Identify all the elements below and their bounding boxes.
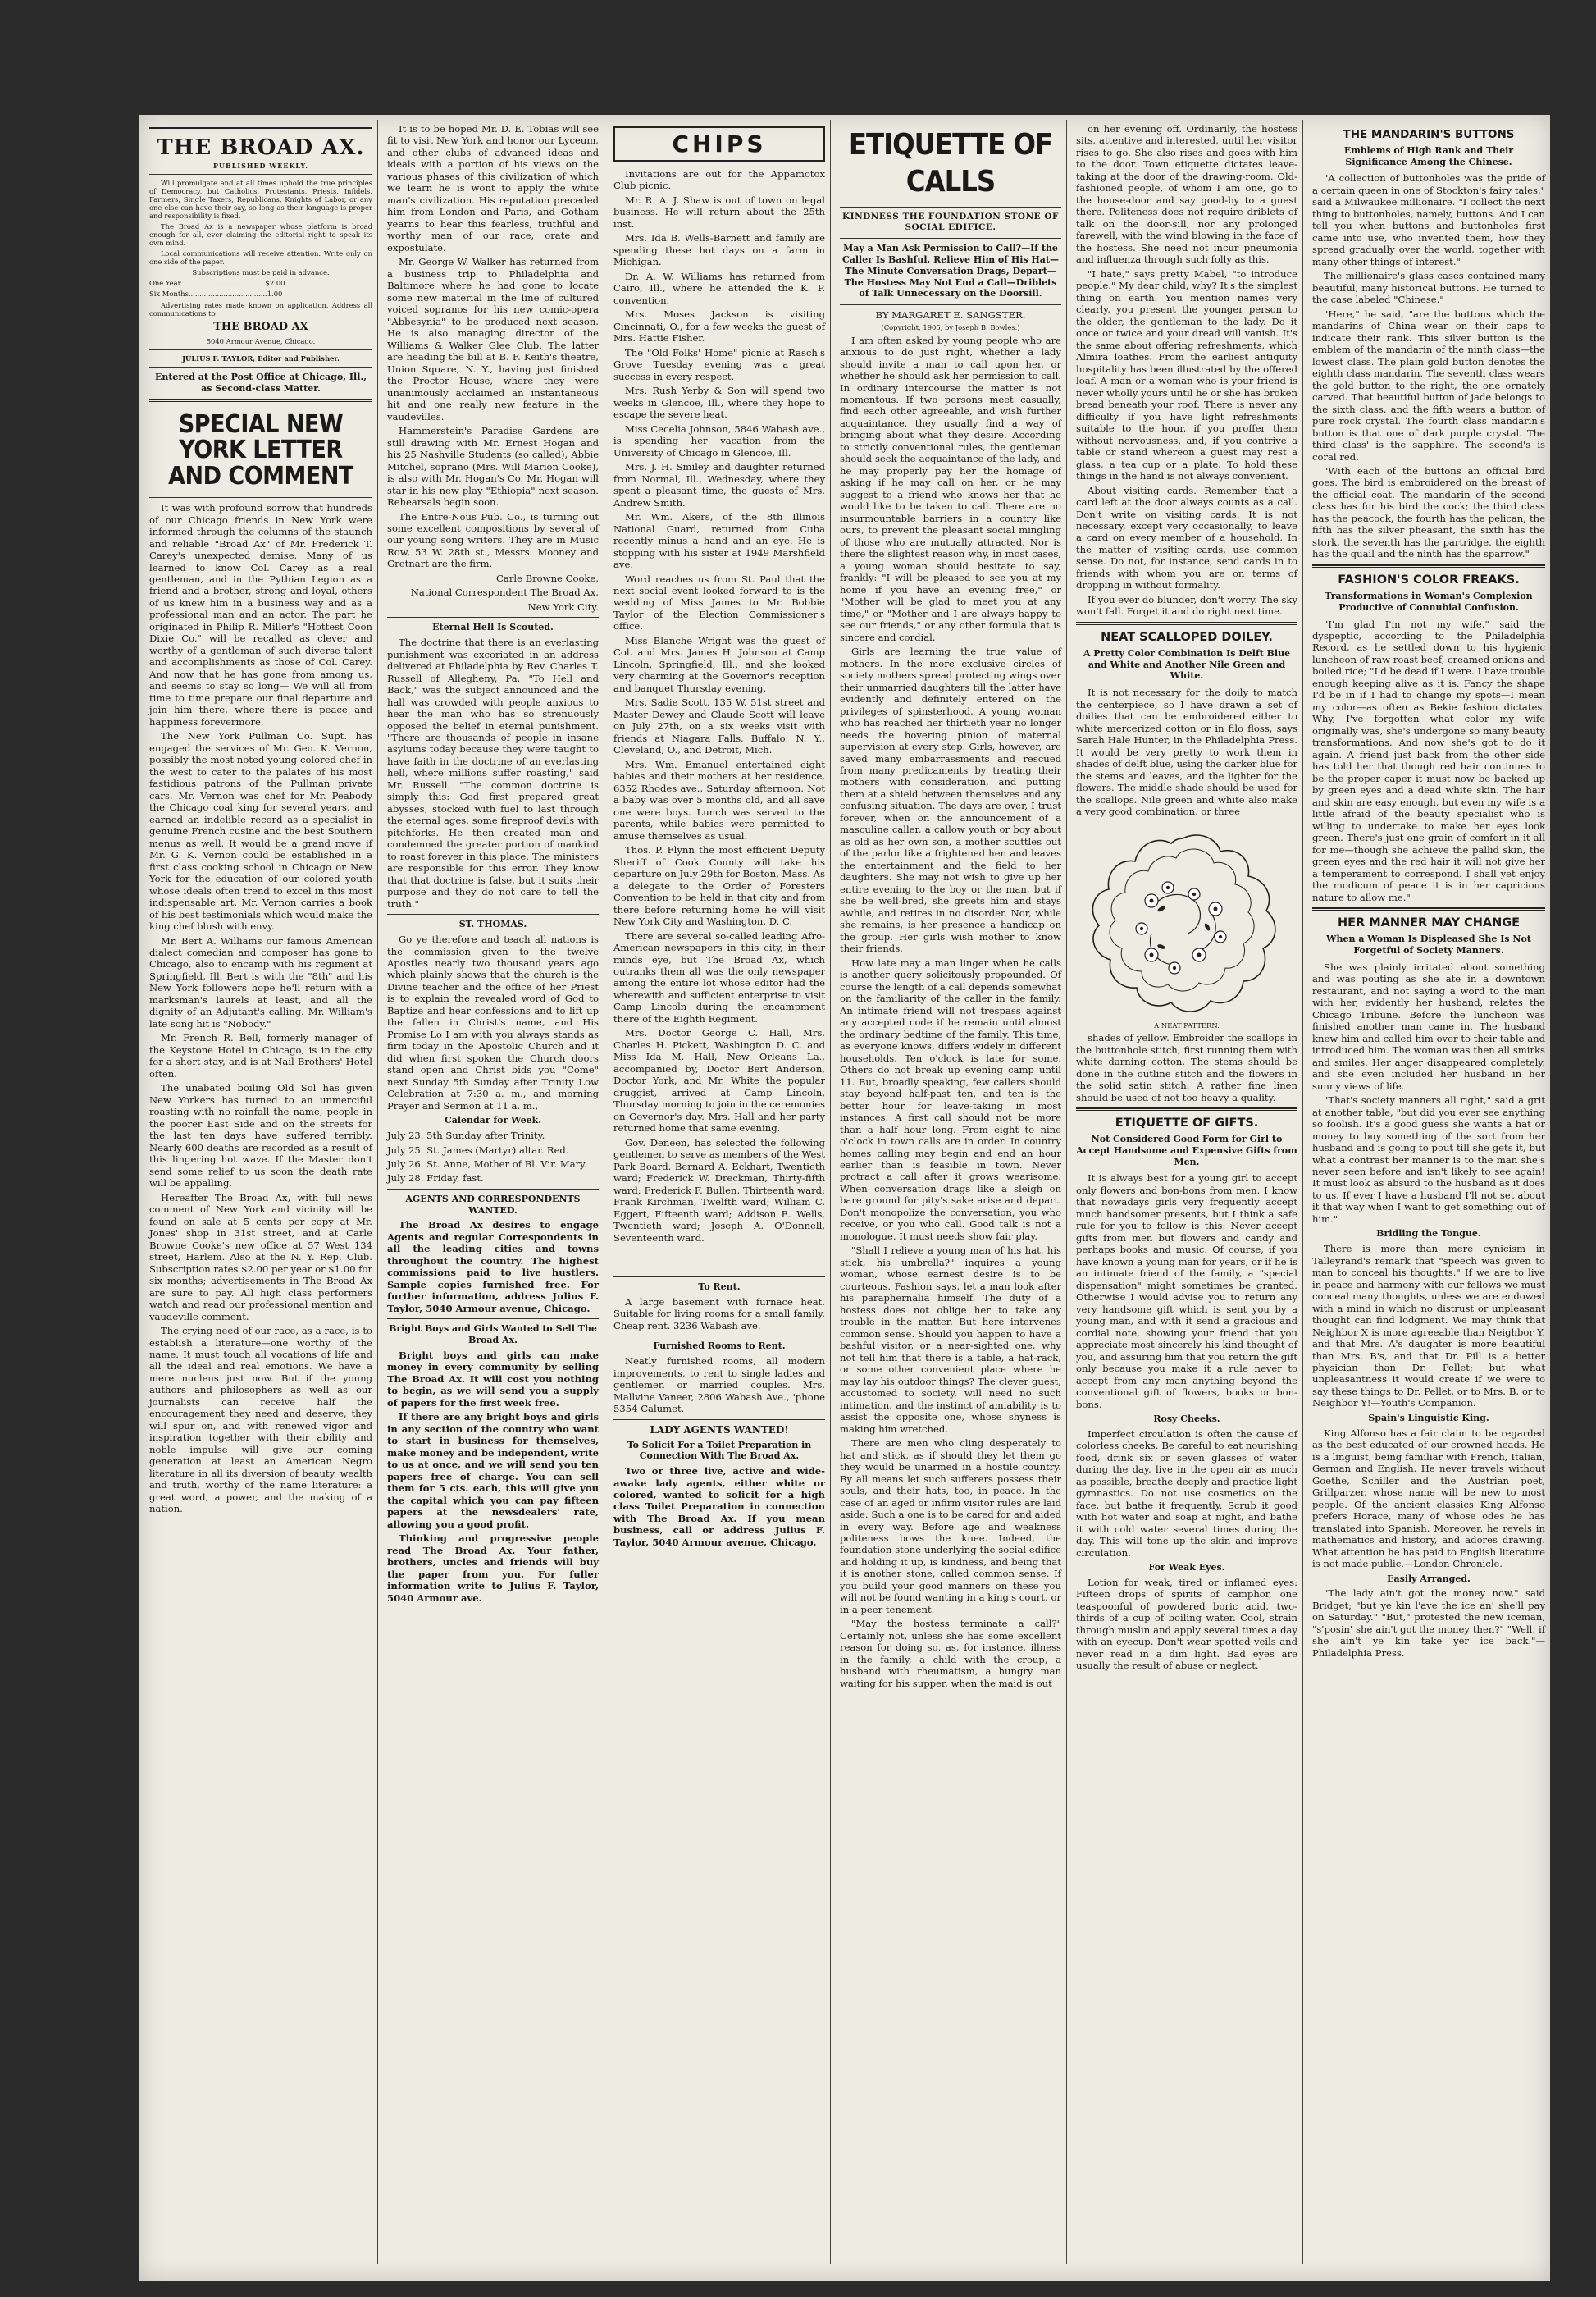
section-subheading: A Pretty Color Combination Is Delft Blue and White and Another Nile Green and White. xyxy=(1083,647,1291,682)
column-6 xyxy=(1307,123,1550,2264)
signature-line: New York City. xyxy=(527,601,599,613)
byline: BY MARGARET E. SANGSTER. xyxy=(875,309,1026,321)
section-heading: Furnished Rooms to Rent. xyxy=(653,1340,786,1352)
article-paragraph: Mr. Bert A. Williams our famous American dialect comedian and composer has gone to Chicago, also to encamp with his regiment at Springfield, Ill. Bert is with the "8th" and his New York followers hope he'll return with a marksman's laurels at least, and all the dignity of an Adjutant's calling. Mr. William's late song hit is "Nobody." xyxy=(149,934,372,1030)
newspaper-page xyxy=(139,115,1550,2281)
section-heading: ST. THOMAS. xyxy=(458,919,527,930)
section-heading: NEAT SCALLOPED DOILEY. xyxy=(1101,630,1273,644)
article-paragraph: "The lady ain't got the money now," said Bridget; "but ye kin l'ave the ice an' she'll pay on Saturday." "But," protested the new iceman, "s'posin' she ain't got the money then?" "Well, if she ain't ye kin take yer ice back."—Philadelphia Press. xyxy=(1312,1587,1545,1659)
doily-pattern-illustration xyxy=(1076,827,1289,1016)
section-heading: LADY AGENTS WANTED! xyxy=(650,1423,789,1436)
article-paragraph: "I'm glad I'm not my wife," said the dyspeptic, according to the Philadelphia Record, as he settled down to his hygienic luncheon of raw roast beef, creamed onions and boiled rice; "I'd be dead if I were. I have trouble enough keeping alive as it is. Fancy the shape I'd be in if I had to change my spots—I mean my color—as often as Bekie fashion dictates. Why, I've forgotten what color my wife originally was, she's undergone so many beauty transformations. And now she's got to do it again. A friend just back from the other side has told her that though red hair continues to be the proper caper it must now be backed up by green eyes and a dead white skin. The hair and skin are easy enough, but even my wife is a little afraid of the beauty specialist who is willing to undertake to make her eyes look green. There's just one grain of comfort in it all for me—though she achieve the pallid skin, the green eyes and the red hair it will not give her a temperament to correspond. I shall yet enjoy the modicum of peace it is in her capricious nature to allow me." xyxy=(1312,618,1545,903)
copyright: (Copyright, 1905, by Joseph B. Bowles.) xyxy=(881,323,1020,332)
section-heading: Eternal Hell Is Scouted. xyxy=(432,622,554,633)
article-paragraph: It is not necessary for the doily to match the centerpiece, so I have drawn a set of doilies that can be embroidered either to white mercerized cotton or in filo floss, says Sarah Hale Hunter, in the Philadelphia Press. It would be very pretty to work them in shades of delft blue, using the darker blue for the stems and leaves, and the lighter for the flowers. The middle shade should be used for the scallops. Nile green and white also make a very good combination, or three xyxy=(1076,687,1297,818)
chips-item: Mrs. Ida B. Wells-Barnett and family are spending these hot days on a farm in Michigan. xyxy=(613,232,825,268)
article-paragraph: "With each of the buttons an official bird goes. The bird is embroidered on the breast of the official coat. The mandarin of the second class has for his bird the cock; the third class has the peacock, the fourth has the pelican, the fifth has the silver pheasant, the sixth has the stork, the seventh has the partridge, the eighth has the quail and the ninth has the sparrow." xyxy=(1312,465,1545,560)
address-line: 5040 Armour Avenue, Chicago. xyxy=(206,336,316,345)
masthead-policy: The Broad Ax is a newspaper whose platform is broad enough for all, ever claiming the editorial right to speak its own mind. xyxy=(149,221,372,248)
column-3 xyxy=(609,123,830,2264)
section-heading: Spain's Linguistic King. xyxy=(1368,1412,1489,1423)
chips-item: Mr. Wm. Akers, of the 8th Illinois National Guard, returned from Cuba recently minus a hand and an eye. He is stopping with his sister at 1949 Marshfield ave. xyxy=(613,511,825,571)
calendar-entry: July 25. St. James (Martyr) altar. Red. xyxy=(387,1144,569,1156)
section-heading: AGENTS AND CORRESPONDENTS WANTED. xyxy=(405,1193,581,1216)
article-paragraph: The crying need of our race, as a race, is to establish a literature—one worthy of the name. It must touch all vocations of life and all the ideal and real emotions. We have a mere nucleus just now. But if the young authors and philosophers as well as our journalists can receive half the encouragement they need and deserve, they will spur on, and with renewed vigor and inspiration together with their ability and noble impulse will give our coming generation at least an American Negro literature in all its diversion of beauty, wealth and truth, worthy of the name literature: a great word, a power, and the making of a nation. xyxy=(149,1325,372,1515)
section-heading: THE MANDARIN'S BUTTONS xyxy=(1343,128,1515,141)
chips-item: Dr. A. W. Williams has returned from Cairo, Ill., where he attended the K. P. convention. xyxy=(613,270,825,306)
article-paragraph: Mr. French R. Bell, formerly manager of the Keystone Hotel in Chicago, is in the city for a short stay, and is at Nail Brothers' Hotel often. xyxy=(149,1032,372,1080)
article-paragraph: Bright boys and girls can make money in every community by selling The Broad Ax. It will cost you nothing to begin, as we will send you a supply of papers for the first week free. xyxy=(387,1349,599,1409)
section-subheading: Not Considered Good Form for Girl to Accept Handsome and Expensive Gifts from Men. xyxy=(1076,1134,1297,1167)
chips-item: Mrs. Moses Jackson is visiting Cincinnati, O., for a few weeks the guest of Mrs. Hattie Fisher. xyxy=(613,308,825,345)
article-paragraph: The Entre-Nous Pub. Co., is turning out some excellent compositions by several of our young song writers. They are in Music Row, 53 W. 28th st., Messrs. Mooney and Gretnart are the firm. xyxy=(387,510,599,570)
headline-ny-letter: SPECIAL NEW YORK LETTER AND COMMENT xyxy=(168,409,353,491)
section-heading: FASHION'S COLOR FREAKS. xyxy=(1338,573,1520,587)
chips-item: Mr. R. A. J. Shaw is out of town on legal business. He will return about the 25th inst. xyxy=(613,194,825,230)
article-paragraph: Thinking and progressive people read The Broad Ax. Your father, brothers, uncles and friends will buy the paper from you. For fuller information write to Julius F. Taylor, 5040 Armour ave. xyxy=(387,1532,599,1604)
ad-text: A large basement with furnace heat. Suitable for living rooms for a small family. Cheap rent. 3236 Wabash ave. xyxy=(613,1295,825,1331)
article-paragraph: "That's society manners all right," said a grit at another table, "but did you ever see anything so foolish. It's a good guess she wants a hat or money to buy something of the sort from her husband and is going to pout till she gets it, but what a contrast her manner is to the man she's never seen before and isn't likely to see again! It must look as absurd to the husband as it does to us. If ever I have a husband I'll not set about it that way when I want to get something out of him." xyxy=(1312,1094,1545,1225)
section-heading: HER MANNER MAY CHANGE xyxy=(1337,916,1521,930)
article-paragraph: If there are any bright boys and girls in any section of the country who want to start in business for themselves, make money and be independent, write to us at once, and we will send you ten papers free of charge. You can sell them for 5 cts. each, this will give you the capital which you can pay fifteen papers at the newsdealers' rate, allowing you a good profit. xyxy=(387,1411,599,1530)
etiquette-sub: KINDNESS THE FOUNDATION STONE OF SOCIAL EDIFICE. xyxy=(842,212,1059,233)
article-paragraph: Girls are learning the true value of mothers. In the more exclusive circles of society mothers spread protecting wings over their unmarried daughters till the latter have evidently and definitely entered on the privileges of spinsterhood. A young woman who has reached her thirtieth year no longer needs the hovering pinion of maternal supervision at every step. Girls, however, are saved many embarrassments and rescued from many predicaments by treating their mothers with consideration, and putting them at a shield between themselves and any confusing situation. The days are over, I trust forever, when on the announcement of a masculine caller, a callow youth or boy about as old as her own son, a mother scuttles out of the parlor like a frightened hen and leaves the entertainment and the field to her daughters. She may not wish to give up her entire evening to the boy or the man, but if she be well-bred, she greets him and stays awhile, and retires in no disorder. Nor, while she remains, is her presence a handicap on the group. Her girls wish mother to know their friends. xyxy=(840,646,1061,955)
chips-item: Thos. P. Flynn the most efficient Deputy Sheriff of Cook County will take his departure on July 29th for Boston, Mass. As a delegate to the Order of Foresters Convention to be held in that city and from there before returning home he will visit New York City and Washington, D. C. xyxy=(613,844,825,928)
rate-row: Six Months....................................1.00 xyxy=(149,290,283,299)
section-heading: To Rent. xyxy=(698,1281,741,1293)
masthead-communications: Local communications will receive attention. Write only on one side of the paper. xyxy=(149,249,372,267)
etiquette-dek: May a Man Ask Permission to Call?—If the Caller Is Bashful, Relieve Him of His Hat—The Minute Conversation Drags, Depart—The Hostess May Not End a Call—Driblets of Talk Unnecessary on the Doorsill. xyxy=(841,243,1060,299)
figure-caption: A NEAT PATTERN. xyxy=(1154,1021,1220,1030)
chips-item: Miss Blanche Wright was the guest of Col. and Mrs. James H. Johnson at Camp Lincoln, Springfield, Ill., and she looked very charming at the Governor's reception and banquet Thursday evening. xyxy=(613,634,825,694)
signature-line: Carle Browne Cooke, xyxy=(496,572,599,584)
calendar-entry: July 23. 5th Sunday after Trinity. xyxy=(387,1130,545,1142)
column-rule xyxy=(377,120,378,2264)
article-paragraph: There are men who cling desperately to hat and stick, as if should they let them go they would be unarmed in a hostile country. By all means let such sufferers possess their souls, and their hats, too, in peace. In the case of an aged or infirm visitor rules are laid aside. Such a one is to be cared for and aided in every way. Before age and weakness politeness bows the knee. Indeed, the foundation stone underlying the social edifice and holding it up, is kindness, and being that it is another stone, called common sense. If you build your good manners on these you will not be found wanting in a king's court, or in a peer tenement. xyxy=(840,1437,1061,1615)
article-paragraph: It is always best for a young girl to accept only flowers and bon-bons from men. I know that nowadays girls very frequently accept much handsomer presents, but I think a safe rule for you to follow is this: Never accept gifts from men but flowers and candy and perhaps books and music. Of course, if you have known a young man for years, or if he is an intimate friend of the family, a "special dispensation" might sometimes be granted. Otherwise I would advise you to return any very handsome gift which is sent you by a young man, and with it send a gracious and cordial note, showing your friend that you appreciate most sincerely his kind thought of you, and assuring him that you return the gift only because you make it a rule never to accept from any man anything beyond the conventional gift of flowers, books or bon-bons. xyxy=(1076,1172,1297,1410)
entered-notice: Entered at the Post Office at Chicago, Ill., as Second-class Matter. xyxy=(154,372,367,394)
section-subheading: Transformations in Woman's Complexion Productive of Connubial Confusion. xyxy=(1325,591,1533,613)
article-paragraph: Mr. George W. Walker has returned from a business trip to Philadelphia and Baltimore where he had gone to locate some new material in the line of cultured voiced sopranos for his new comic-opera "Abbesynia" to be produced next season. He is also managing director of the Williams & Walker Glee Club. The latter are heading the bill at B. F. Keith's theatre, Union Square, N. Y., having just finished the Proctor House, where they were unanimously acclaimed an instantaneous hit and one really new feature in the vaudevilles. xyxy=(387,256,599,422)
article-paragraph: She was plainly irritated about something and was pouting as she ate in a downtown restaurant, and not saying a word to the man with her, evidently her husband, relates the Chicago Tribune. Before the luncheon was finished another man came in. The husband knew him and called him over to their table and introduced him. The woman was then all smirks and smiles. Her anger disappeared completely, and she even included her husband in her sunny views of life. xyxy=(1312,961,1545,1092)
article-paragraph: If you ever do blunder, don't worry. The sky won't fall. Forget it and do right next time. xyxy=(1076,593,1297,618)
publisher-line: JULIUS F. TAYLOR, Editor and Publisher. xyxy=(182,354,340,363)
ad-text: Two or three live, active and wide-awake lady agents, either white or colored, wanted to solicit for a high class Toilet Preparation in connection with The Broad Ax. If you mean business, call or address Julius F. Taylor, 5040 Armour avenue, Chicago. xyxy=(613,1465,825,1548)
article-paragraph: Lotion for weak, tired or inflamed eyes: Fifteen drops of spirits of camphor, one teaspoonful of powdered boric acid, two-thirds of a cup of boiling water. Cool, strain through muslin and apply several times a day with an eyecup. Don't wear spotted veils and never read in a dim light. Bad eyes are usually the result of abuse or neglect. xyxy=(1076,1576,1297,1672)
section-heading: Easily Arranged. xyxy=(1387,1573,1471,1584)
chips-item: There are several so-called leading Afro-American newspapers in this city, in their minds eye, but The Broad Ax, which outranks them all was the only newspaper among the entire lot whose editor had the wherewith and sufficient enterprise to visit Camp Lincoln during the encampment there of the Eighth Regiment. xyxy=(613,929,825,1025)
article-paragraph: "May the hostess terminate a call?" Certainly not, unless she has some excellent reason for doing so, as, for instance, illness in the family, a child with the croup, a husband with rheumatism, a hungry man waiting for his supper, when the maid is out xyxy=(840,1618,1061,1689)
article-paragraph: About visiting cards. Remember that a card left at the door always counts as a call. Don't write on visiting cards. It is not necessary, except very occasionally, to leave a card on every member of a household. In the matter of visiting cards, use common sense. Do not, for instance, send cards in to friends with whom you are on terms of dropping in without formality. xyxy=(1076,484,1297,591)
section-heading: Rosy Cheeks. xyxy=(1153,1413,1220,1425)
section-heading: ETIQUETTE OF GIFTS. xyxy=(1115,1117,1259,1130)
article-paragraph: How late may a man linger when he calls is another query solicitously propounded. Of course the length of a call depends somewhat on the familiarity of the caller in the family. An intimate friend will not trespass against any accepted code if he remain until almost the ordinary bedtime of the family. This time, as everyone knows, differs widely in different households. Ten o'clock is late for some. Others do not break up evening camp until 11. But, broadly speaking, few callers should stay beyond half-past ten, and ten is the better hour for leave-taking in most instances. A first call should not be more than a half hour long. From eight to nine o'clock in town calls are in order. In country homes calling may begin and end an hour earlier than is feasible in town. Never protract a call after it grows wearisome. When conversation drags like a sleigh on bare ground for pity's sake arise and depart. Don't monopolize the conversation, you who receive, or you who call. Good talk is not a monologue. It must needs show fair play. xyxy=(840,957,1061,1242)
article-paragraph: on her evening off. Ordinarily, the hostess sits, attentive and interested, until her visitor rises to go. She also rises and goes with him to the door. Town etiquette dictates leave-taking at the door of the drawing-room. Old-fashioned people, of whom I am one, go to the house-door and say good-by to a guest there. Politeness does not require driblets of talk on the door-sill, nor any prolonged farewell, with the wind blowing in the face of the hostess. She need not incur pneumonia and influenza through such folly as this. xyxy=(1076,123,1297,266)
column-2 xyxy=(382,123,604,2264)
section-subheading: To Solicit For a Toilet Preparation in Connection With The Broad Ax. xyxy=(627,1439,812,1462)
section-heading: Calendar for Week. xyxy=(444,1115,542,1126)
chips-item: The "Old Folks' Home" picnic at Rasch's Grove Tuesday evening was a great success in every respect. xyxy=(613,346,825,382)
article-paragraph: There is more than mere cynicism in Talleyrand's remark that "speech was given to man to conceal his thoughts." If we are to live in peace and harmony with our fellows we must conceal many thoughts, unless we are endowed with a mind in which no distrust or unpleasant thought can find lodgment. We may think that Neighbor X is more agreeable than Neighbor Y, and that Mrs. A's daughter is more beautiful than Mrs. B's, and that Dr. Pill is a better physician than Dr. Pellet; but what unpleasantness it would create if we were to say these things to Dr. Pellet, or to Mrs. B, or to Neighbor Y!—Youth's Companion. xyxy=(1312,1243,1545,1409)
chips-title: CHIPS xyxy=(613,126,825,162)
column-4 xyxy=(835,123,1066,2264)
masthead-rule xyxy=(149,127,372,130)
masthead-subtitle: PUBLISHED WEEKLY. xyxy=(213,161,308,170)
section-heading: Bright Boys and Girls Wanted to Sell The Broad Ax. xyxy=(389,1323,597,1346)
section-heading: Bridling the Tongue. xyxy=(1376,1228,1481,1240)
chips-item: Word reaches us from St. Paul that the next social event looked forward to is the wedding of Miss James to Mr. Bobbie Taylor of the Election Commissioner's office. xyxy=(613,573,825,632)
column-rule xyxy=(830,120,831,2264)
article-paragraph: I am often asked by young people who are anxious to do just right, whether a lady should invite a man to call upon her, or whether he should ask her permission to call. In ordinary intercourse the matter is not momentous. If two persons meet casually, find each other agreeable, and wish further acquaintance, they usually find a way of bringing about what they desire. According to strictly conventional rules, the gentleman should seek the acquaintance of the lady, and he may properly pay her the homage of asking if he may call on her, or he may suggest to a friend who knows her that he would like to be taken to call. There are no insurmountable barriers in a country like ours, to prevent the pleasant social mingling of those who are mutually attracted. Nor is there the slightest reason why, in most cases, a young woman should hesitate to say, frankly: "I will be pleased to see you at my home if you have an evening free," or "Mother will be glad to meet you at any time," or "Mother and I are always happy to see our friends," or any other formula that is sincere and cordial. xyxy=(840,334,1061,643)
calendar-entry: July 28. Friday, fast. xyxy=(387,1172,484,1185)
section-subheading: When a Woman Is Displeased She Is Not Forgetful of Society Manners. xyxy=(1326,934,1531,956)
masthead-advertising: Advertising rates made known on application. Address all communications to xyxy=(149,300,372,317)
article-paragraph: Go ye therefore and teach all nations is the commission given to the twelve Apostles nearly two thousand years ago which plainly shows that the church is the Divine teacher and the office of her Priest is to explain the revealed word of God to Baptize and hear confessions and to lift up the fallen in Christ's name, and His Promise Lo I am with you always stands as firm today in the Apostolic Church and it did when first spoken the Church doors stand open and Christ bids you "Come" next Sunday 5th Sunday after Trinity Low Celebration at 7:30 a. m., and morning Prayer and Sermon at 11 a. m., xyxy=(387,934,599,1112)
article-paragraph: "Shall I relieve a young man of his hat, his stick, his umbrella?" inquires a young woman, whose earnest desire is to be courteous. Fashion says, let a man look after his paraphernalia himself. The duty of a hostess does not oblige her to take any trouble in the matter. But here intervenes common sense. Should you happen to have a bashful visitor, or a near-sighted one, why not tell him that there is a table, a hat-rack, or some other convenient place where he may lay his outdoor things? The clever guest, accustomed to society, will need no such intimation, and the instinct of amiability is to assist the opposite one, whose shyness is making him wretched. xyxy=(840,1244,1061,1435)
column-rule xyxy=(1066,120,1067,2264)
ad-text: Neatly furnished rooms, all modern improvements, to rent to single ladies and gentlemen or married couples. Mrs. Mallvine Vaneer, 2806 Wabash Ave., 'phone 5354 Calumet. xyxy=(613,1355,825,1415)
article-paragraph: Imperfect circulation is often the cause of colorless cheeks. Be careful to eat nourishing food, drink six or seven glasses of water during the day, live in the open air as much as possible, breathe deeply and practice light gymnastics. Do not use cosmetics on the face, but bathe it frequently. Scrub it good with hot water and soap at night, and bathe it with cold water several times during the day. This will tone up the skin and improve circulation. xyxy=(1076,1427,1297,1559)
article-paragraph: It was with profound sorrow that hundreds of our Chicago friends in New York were informed through the columns of the staunch and reliable "Broad Ax" of Mr. Frederick T. Carey's unexpected demise. Many of us learned to know Col. Carey as a real gentleman, and in the Pythian Legion as a friend and a brother, strong and loyal, others of us knew him in a business way and as a professional man and an actor. The part he originated in Philip R. Miller's "Hottest Coon Dixie Co." will be recalled as clever and worthy of a gentleman of such diverse talent and accomplishments as those of Col. Carey. And now that he has gone from among us, and seems to stay so long— We will all from time to time prepare our final departure and join him there, where there is peace and happiness forevermore. xyxy=(149,502,372,728)
chips-item: Mrs. Rush Yerby & Son will spend two weeks in Glencoe, Ill., where they hope to escape the severe heat. xyxy=(613,385,825,421)
section-subheading: Emblems of High Rank and Their Significance Among the Chinese. xyxy=(1343,144,1514,167)
chips-item: Mrs. Wm. Emanuel entertained eight babies and their mothers at her residence, 6352 Rhodes ave., Saturday afternoon. Not a baby was over 5 months old, and all save one were boys. Lunch was served to the parents, while babies were permitted to amuse themselves as usual. xyxy=(613,758,825,842)
article-paragraph: The New York Pullman Co. Supt. has engaged the services of Mr. Geo. K. Vernon, possibly the most noted young colored chef in the west to cater to the palates of his most fastidious patrons of the Pullman private cars. Mr. Vernon was chef for Mr. Peabody the Chicago coal king for several years, and earned an indelible record as a specialist in genuine French cusine and the best Southern menus as well. It would be a grand move if Mr. G. K. Vernon could be established in a first class cooking school in Chicago or New York for the education of our colored youth whose ideals often trend to excel in this most indispensable art. Mr. Vernon carries a book of his best testimonials which would make the king chef blush with envy. xyxy=(149,730,372,933)
chips-item: Mrs. J. H. Smiley and daughter returned from Normal, Ill., Wednesday, where they spent a pleasant time, the guests of Mrs. Andrew Smith. xyxy=(613,461,825,509)
article-paragraph: The unabated boiling Old Sol has given New Yorkers has turned to an unmerciful roasting with no rainfall the name, people in the poorer East Side and on the streets for the last ten days have suffered terribly. Nearly 600 deaths are recorded as a result of this lingering hot wave. If the Master don't send some relief to us soon the death rate will be appalling. xyxy=(149,1082,372,1190)
article-paragraph: The doctrine that there is an everlasting punishment was excoriated in an address delivered at Philadelphia by Rev. Charles T. Russell of Allegheny, Pa. "To Hell and Back," was the subject announced and the hall was crowded with people anxious to hear the man who has so strenuously opposed the belief in eternal punishment. "There are thousands of people in insane asylums today because they were taught to have faith in the doctrine of an everlasting hell, where millions suffer roasting," said Mr. Russell. "The common doctrine is simply this: God first prepared great abysses, stocked with fuel to last through the eternal ages, some fireproof devils with pitchforks. He then created man and condemned the greater portion of mankind to roast forever in this place. The ministers are responsible for this error. They know that that doctrine is false, but it suits their purpose and they do not care to tell the truth." xyxy=(387,637,599,910)
etiquette-title: ETIQUETTE OF CALLS xyxy=(848,128,1053,199)
column-1 xyxy=(144,123,377,2264)
column-rule xyxy=(1302,120,1303,2264)
masthead-subscriptions: Subscriptions must be paid in advance. xyxy=(192,268,330,277)
article-paragraph: The Broad Ax desires to engage Agents and regular Correspondents in all the leading cities and towns throughout the country. The highest commissions paid to live hustlers. Sample copies furnished free. For further information, address Julius F. Taylor, 5040 Armour avenue, Chicago. xyxy=(387,1219,599,1314)
chips-item: Mrs. Sadie Scott, 135 W. 51st street and Master Dewey and Claude Scott will leave on July 27th, on a six weeks visit with friends at Niagara Falls, Buffalo, N. Y., Cleveland, O., and Detroit, Mich. xyxy=(613,696,825,756)
signature-line: National Correspondent The Broad Ax, xyxy=(410,587,599,599)
article-paragraph: "A collection of buttonholes was the pride of a certain queen in one of Stockton's fairy tales," said a Milwaukee millionaire. "I collect the next thing to buttonholes, namely, buttons. And I can tell you when buttons and buttonholes first came into use, who invented them, how they spread gradually over the world, together with many other things of interest." xyxy=(1312,172,1545,267)
article-paragraph: The millionaire's glass cases contained many beautiful, many historical buttons. He turned to the case labeled "Chinese." xyxy=(1312,270,1545,306)
chips-item: Invitations are out for the Appamotox Club picnic. xyxy=(613,168,825,192)
address-name: THE BROAD AX xyxy=(213,320,308,333)
masthead-creed: Will promulgate and at all times uphold the true principles of Democracy, but Catholics, Protestants, Priests, Infidels, Farmers, Single Taxers, Republicans, Knights of Labor, or any one else can have their say, so long as their language is proper and responsibility is fixed. xyxy=(149,178,372,220)
article-paragraph: shades of yellow. Embroider the scallops in the buttonhole stitch, first running them with white darning cotton. The stems should be done in the outline stitch and the flowers in the solid satin stitch. A rather fine linen should be used of not too heavy a quality. xyxy=(1076,1032,1297,1103)
article-paragraph: "Here," he said, "are the buttons which the mandarins of China wear on their caps to indicate their rank. This silver button is the emblem of the mandarin of the ninth class—the lowest class. The plain gold button denotes the eighth class mandarin. The seventh class wears the gold button to the right, the one ornately carved. That beautiful button of jade belongs to the sixth class, and the fifth wears a button of pure rock crystal. The fourth class mandarin's button is that one of dark purple crystal. The third class' is the sapphire. The second's is coral red. xyxy=(1312,308,1545,463)
column-5 xyxy=(1071,123,1302,2264)
calendar-entry: July 26. St. Anne, Mother of Bl. Vir. Mary. xyxy=(387,1158,587,1170)
article-paragraph: "I hate," says pretty Mabel, "to introduce people." My dear child, why? It's the simplest thing on earth. You mention names very clearly, you present the younger person to the older, the gentleman to the lady. Do it once or twice and your dread will vanish. It's the same about offering refreshments, which Almira loathes. From the earliest antiquity hospitality has been illustrated by the offered loaf. A man or a woman who is your friend is never wholly yours until he or she has broken bread beneath your roof. There is never any difficulty if you have light refreshments suitable to the hour, if you proffer them without nervousness, and, if you contrive a table or stand whereon a guest may rest a glass, a tea cup or a plate. To hold these things in the hand is not always convenient. xyxy=(1076,267,1297,482)
article-paragraph: Hereafter The Broad Ax, with full news comment of New York and vicinity will be found on sale at 5 cents per copy at Mr. Jones' shop in 31st street, and at Carle Browne Cooke's new office at 57 West 134 street, Harlem. Also at the N. Y. Rep. Club. Subscription rates $2.00 per year or $1.00 for six months; advertisements in The Broad Ax are sure to pay. All high class performers watch and read our professional mention and vaudeville comment. xyxy=(149,1191,372,1322)
chips-item: Mrs. Doctor George C. Hall, Mrs. Charles H. Pickett, Washington D. C. and Miss Ida M. Hall, New Orleans La., accompanied by, Doctor Bert Anderson, Doctor York, and Mr. White the popular druggist, arrived at Camp Lincoln, Thursday morning to join in the ceremonies on Governor's day. Mrs. Hall and her party returned home that same evening. xyxy=(613,1027,826,1135)
article-paragraph: King Alfonso has a fair claim to be regarded as the best educated of our crowned heads. He is a linguist, being familiar with French, Italian, German and English. He never travels without Goethe, Schiller and the Austrian poet, Grillparzer, whose name will be new to most people. Of the ancient classics King Alfonso prefers Horace, many of whose odes he has translated into Spanish. Moreover, he revels in mathematics and history, and adores drawing. What attention he has paid to English literature is not made public.—London Chronicle. xyxy=(1312,1427,1545,1570)
article-paragraph: Hammerstein's Paradise Gardens are still drawing with Mr. Ernest Hogan and his 25 Nashville Students (so called), Abbie Mitchel, soprano (Mrs. Will Marion Cooke), is also with Mr. Hogan's Co. Mr. Hogan will star in his new play "Ethiopia" next season. Rehearsals begin soon. xyxy=(387,425,599,509)
chips-item: Miss Cecelia Johnson, 5846 Wabash ave., is spending her vacation from the University of Chicago in Glencoe, Ill. xyxy=(613,422,825,459)
section-heading: For Weak Eyes. xyxy=(1148,1562,1225,1573)
article-paragraph: It is to be hoped Mr. D. E. Tobias will see fit to visit New York and honor our Lyceum, and other clubs of advanced ideas and ideals with a portion of his views on the various phases of this civilization of which we learn he is wont to apply the white man's civilization. His reputation preceded him from London and Paris, and Gotham yearns to hear this fearless, truthful and worthy man of our race, orate and expostulate. xyxy=(387,123,599,253)
masthead-title: THE BROAD AX. xyxy=(157,135,365,160)
rate-row: One Year.......................................$2.00 xyxy=(149,279,285,288)
chips-item: Gov. Deneen, has selected the following gentlemen to serve as members of the West Park Board. Bernard A. Eckhart, Twentieth ward; Frederick W. Dreckman, Thirty-fifth ward; Frederick F. Bullen, Thirteenth ward; Frank Kirchman, Twelfth ward; William C. Eggert, Fifteenth ward; Addison E. Wells, Twentieth ward; Joseph A. O'Donnell, Seventeenth ward. xyxy=(613,1136,825,1244)
